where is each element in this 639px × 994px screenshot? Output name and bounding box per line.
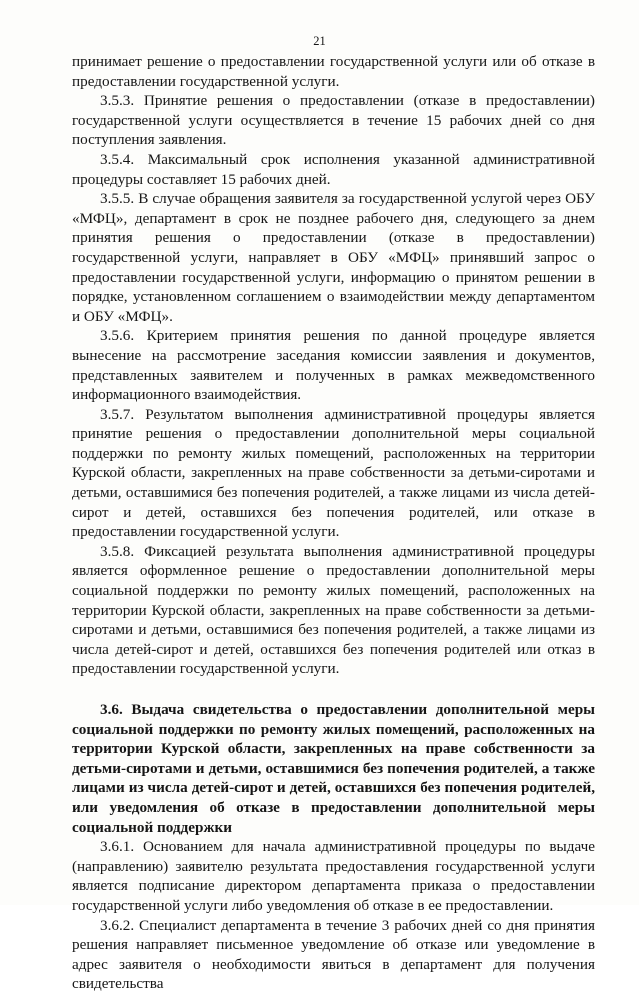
paragraph-3-6-2: 3.6.2. Специалист департамента в течение 3 рабочих дней со дня принятия решения направляет письменное уведомление об отказе или уведомление в адрес заявителя о необходимости явиться в департамент для получения свидетельства [72,916,595,993]
document-body [72,52,595,994]
paragraph-3-5-5: 3.5.5. В случае обращения заявителя за государственной услугой через ОБУ «МФЦ», департамент в срок не позднее рабочего дня, следующего за днем принятия решения о предоставлении (отказе в предоставлении) государственной услуги, направляет в ОБУ «МФЦ» принявший запрос о предоставлении государственной услуги, информацию о принятом решении в порядке, установленном соглашением о взаимодействии между департаментом и ОБУ «МФЦ». [72,190,595,325]
paragraph-3-5-8: 3.5.8. Фиксацией результата выполнения административной процедуры является оформленное решение о предоставлении дополнительной меры социальной поддержки по ремонту жилых помещений, расположенных на территории Курской области, закрепленных на праве собственности за детьми-сиротами и детьми, оставшимися без попечения родителей, а также лицами из числа детей-сирот и детей, оставшихся без попечения родителей или отказ в предоставлении государственной услуги. [72,542,595,678]
paragraph-3-5-3: 3.5.3. Принятие решения о предоставлении (отказе в предоставлении) государственной услуги осуществляется в течение 15 рабочих дней со дня поступления заявления. [72,92,595,149]
page-number: 21 [313,34,326,48]
section-heading-3-6: 3.6. Выдача свидетельства о предоставлении дополнительной меры социальной поддержки по ремонту жилых помещений, расположенных на территории Курской области, закрепленных на праве собственности за детьми-сиротами и детьми, оставшимися без попечения родителей, а также лицами из числа детей-сирот и детей, оставшихся без попечения родителей, или уведомления об отказе в предоставлении дополнительной меры социальной поддержки [72,701,595,836]
paragraph-3-5-7: 3.5.7. Результатом выполнения административной процедуры является принятие решения о предоставлении дополнительной меры социальной поддержки по ремонту жилых помещений, расположенных на территории Курской области, закрепленных на праве собственности за детьми-сиротами и детьми, оставшимися без попечения родителей, а также лицами из числа детей-сирот и детей, оставшихся без попечения родителей, или отказе в предоставлении государственной услуги. [72,405,595,541]
paragraph-continuation: принимает решение о предоставлении государственной услуги или об отказе в предоставлении государственной услуги. [72,53,595,90]
paragraph-3-5-4: 3.5.4. Максимальный срок исполнения указанной административной процедуры составляет 15 рабочих дней. [72,150,595,188]
paragraph-3-6-1: 3.6.1. Основанием для начала административной процедуры по выдаче (направлению) заявителю результата предоставления государственной услуги является подписание директором департамента приказа о предоставлении государственной услуги либо уведомления об отказе в ее предоставлении. [72,838,595,914]
paragraph-3-5-6: 3.5.6. Критерием принятия решения по данной процедуре является вынесение на рассмотрение заседания комиссии заявления и документов, представленных заявителем и полученных в рамках межведомственного информационного взаимодействия. [72,327,595,404]
